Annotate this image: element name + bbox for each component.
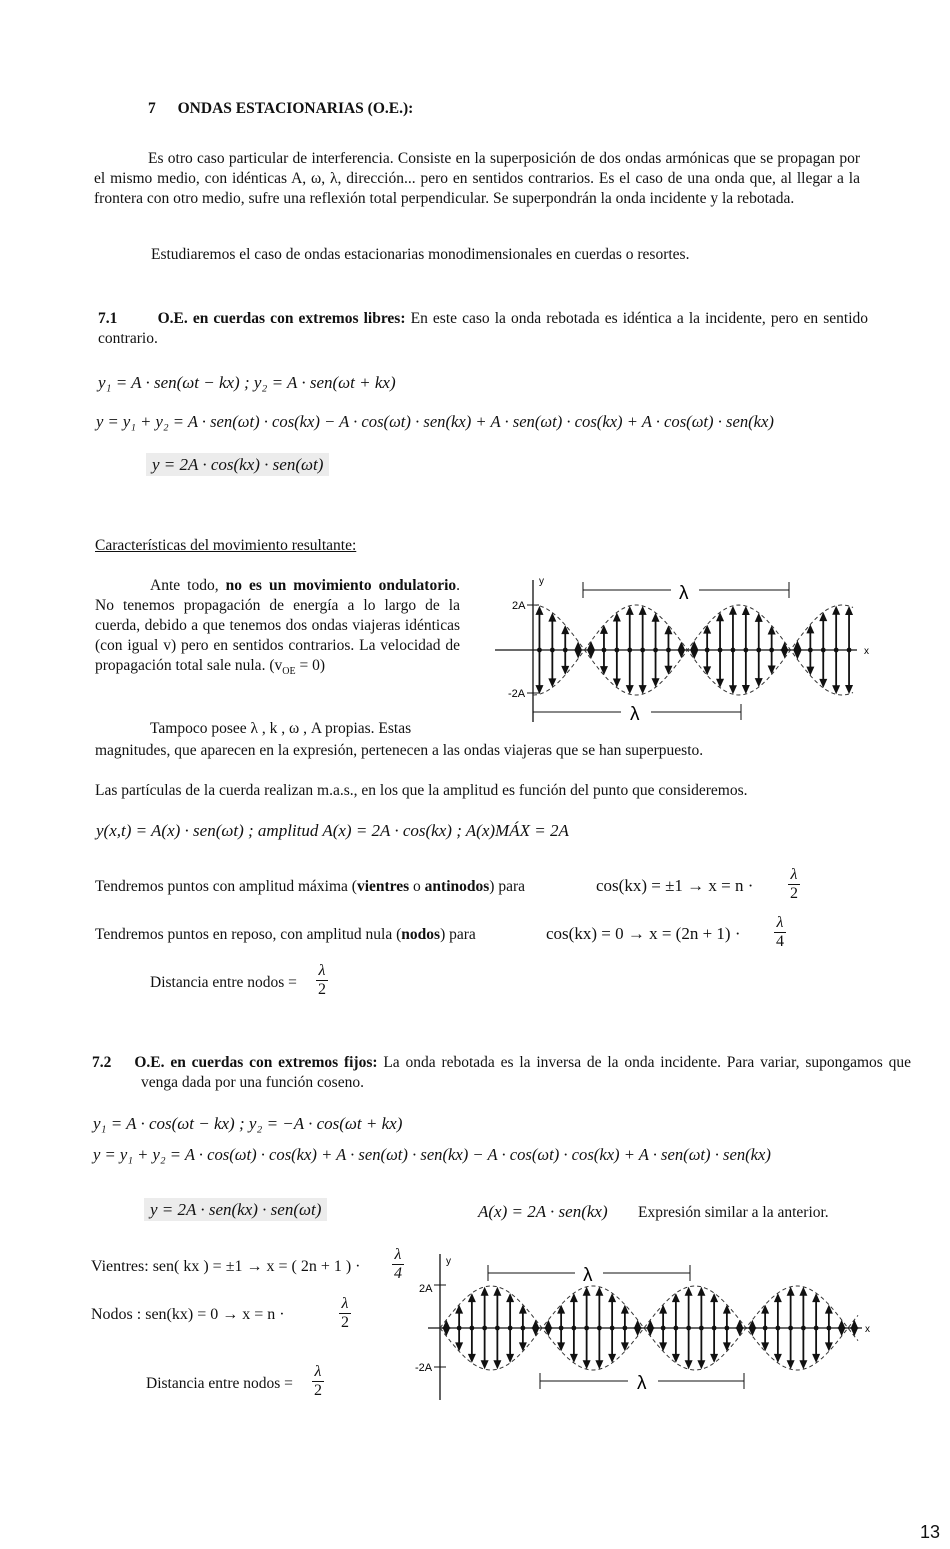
arrow-head: [557, 1342, 565, 1351]
no-own-magnitudes-a: Tampoco posee λ , k , ω , A propias. Estas: [150, 720, 412, 737]
particle-point: [444, 1326, 449, 1331]
particle-point: [705, 648, 710, 653]
arrow-head: [716, 612, 724, 621]
study-paragraph: Estudiaremos el caso de ondas estacionarias monodimensionales en cuerdas o resortes.: [151, 246, 690, 263]
section-7-heading: [148, 100, 413, 118]
wavelength-label-bottom: λ: [637, 1373, 647, 1394]
arrow-head: [621, 1305, 629, 1314]
arrow-head: [652, 613, 660, 622]
result-equation-fixed: y = 2A · sen(kx) · sen(ωt): [144, 1200, 327, 1220]
particle-point: [750, 1326, 755, 1331]
mas-paragraph: Las partículas de la cuerda realizan m.a.s., en los que la amplitud es función del punto que consideremos.: [95, 782, 748, 799]
particle-point: [520, 1326, 525, 1331]
arrow-head: [561, 666, 569, 675]
particle-point: [834, 648, 839, 653]
y-axis-label: y: [446, 1256, 451, 1267]
characteristics-paragraph: Ante todo, no es un movimiento ondulatorio. No tenemos propagación de energía a lo largo de la cuerda, debido a que tenemos dos ondas viajeras idénticas (con igual v) pero en sentidos contrarios. La velocidad de propagación total sale nula. $(v_{OE} = 0)$: [95, 577, 461, 678]
particle-point: [602, 648, 607, 653]
arrow-head: [600, 666, 608, 675]
x-axis-label: x: [864, 646, 869, 657]
result-equation: y = 2A · cos(kx) · sen(ωt): [146, 455, 329, 475]
arrow-head: [639, 606, 647, 615]
particle-point: [571, 1326, 576, 1331]
arrow-head: [768, 665, 776, 674]
arrow-head: [723, 1305, 731, 1314]
arrow-head: [626, 685, 634, 694]
particle-point: [482, 1326, 487, 1331]
arrow-head: [703, 625, 711, 634]
arrow-head: [468, 1293, 476, 1302]
particle-point: [718, 648, 723, 653]
x-axis-label: x: [865, 1324, 870, 1335]
arrow-head: [742, 685, 750, 694]
particle-point: [661, 1326, 666, 1331]
particle-point: [814, 1326, 819, 1331]
arrow-head: [723, 1342, 731, 1351]
arrow-head: [761, 1342, 769, 1351]
particle-point: [679, 648, 684, 653]
arrow-head: [519, 1305, 527, 1314]
arrow-head: [825, 1305, 833, 1314]
particle-point: [826, 1326, 831, 1331]
standing-wave-free-ends-figure: [495, 570, 880, 730]
particle-point: [666, 648, 671, 653]
particle-point: [614, 648, 619, 653]
arrow-head: [812, 1354, 820, 1363]
arrow-head: [548, 613, 556, 622]
arrow-head: [664, 666, 672, 675]
arrow-head: [595, 1287, 603, 1296]
arrow-head: [600, 625, 608, 634]
particle-point: [743, 648, 748, 653]
intro-paragraph: Es otro caso particular de interferencia. Consiste en la superposición de dos ondas armónicas que se propagan por el mismo medio, con idénticas A, ω, λ, dirección... pero en sentidos contrarios. Es el caso de una onda que, al llegar a la frontera con otro medio, sufre una reflexión total perpendicular. Se superpondrán la onda incidente y la rebotada.: [94, 150, 860, 207]
particle-point: [457, 1326, 462, 1331]
arrow-head: [626, 606, 634, 615]
particle-point: [852, 1326, 857, 1331]
particle-point: [737, 1326, 742, 1331]
equation-sum-fixed: y = y₁ + y₂ = A · cos(ωt) · cos(kx) + A · sen(ωt) · sen(kx) − A · cos(ωt) · cos(kx) + A · sen(ωt) · sen(kx): [93, 1145, 771, 1164]
amplitude-negative-label: -2A: [508, 688, 526, 700]
arrow-head: [613, 679, 621, 688]
arrow-head: [672, 1293, 680, 1302]
section-7-1: [98, 309, 868, 349]
arrow-head: [595, 1360, 603, 1369]
arrow-head: [774, 1293, 782, 1302]
arrow-head: [755, 613, 763, 622]
particle-point: [808, 648, 813, 653]
arrow-head: [455, 1342, 463, 1351]
particle-point: [839, 1326, 844, 1331]
subsection-title: O.E. en cuerdas con extremos fijos:: [134, 1054, 378, 1071]
arrow-head: [787, 1360, 795, 1369]
particle-point: [731, 648, 736, 653]
section-number: 7: [148, 100, 156, 117]
particle-point: [622, 1326, 627, 1331]
particle-point: [821, 648, 826, 653]
particle-point: [589, 648, 594, 653]
particle-point: [769, 648, 774, 653]
arrow-head: [548, 678, 556, 687]
arrow-head: [659, 1305, 667, 1314]
particle-point: [559, 1326, 564, 1331]
particle-point: [495, 1326, 500, 1331]
particle-point: [699, 1326, 704, 1331]
no-own-magnitudes-b: magnitudes, que aparecen en la expresión, pertenecen a las ondas viajeras que se han superpuesto.: [95, 742, 704, 759]
arrow-head: [742, 606, 750, 615]
particle-point: [847, 648, 852, 653]
arrow-head: [819, 612, 827, 621]
equation-y1-y2-fixed: y₁ = A · cos(ωt − kx) ; y₂ = −A · cos(ωt + kx): [93, 1114, 403, 1133]
arrow-head: [787, 1287, 795, 1296]
section-7-2: [92, 1053, 911, 1093]
arrow-head: [672, 1354, 680, 1363]
particle-point: [763, 1326, 768, 1331]
subsection-text: La onda rebotada es la inversa de la onda incidente. Para variar, supongamos que venga dada por una función coseno.: [141, 1054, 912, 1091]
y-axis-label: y: [539, 576, 544, 587]
wavelength-label-top: λ: [583, 1265, 593, 1286]
page-number: 13: [920, 1522, 941, 1542]
arrow-head: [455, 1305, 463, 1314]
similar-expression-note: Expresión similar a la anterior.: [638, 1204, 829, 1221]
arrow-head: [710, 1354, 718, 1363]
particle-point: [550, 648, 555, 653]
arrow-head: [557, 1305, 565, 1314]
particle-point: [686, 1326, 691, 1331]
particle-point: [584, 1326, 589, 1331]
particle-point: [469, 1326, 474, 1331]
particle-point: [563, 648, 568, 653]
particle-point: [724, 1326, 729, 1331]
subsection-number: 7.1: [98, 310, 118, 327]
particle-point: [640, 648, 645, 653]
arrow-head: [583, 1360, 591, 1369]
particle-point: [635, 1326, 640, 1331]
particle-point: [756, 648, 761, 653]
subsection-title: O.E. en cuerdas con extremos libres:: [157, 310, 406, 327]
particle-point: [508, 1326, 513, 1331]
particle-point: [597, 1326, 602, 1331]
particle-point: [775, 1326, 780, 1331]
wavelength-label-top: λ: [679, 583, 689, 604]
arrow-head: [768, 626, 776, 635]
particle-point: [692, 648, 697, 653]
arrow-head: [755, 678, 763, 687]
particle-point: [782, 648, 787, 653]
arrow-head: [716, 679, 724, 688]
standing-wave-fixed-ends-figure: [410, 1250, 880, 1405]
particle-point: [537, 648, 542, 653]
arrow-head: [621, 1342, 629, 1351]
arrow-head: [703, 666, 711, 675]
equation-sum: y = y₁ + y₂ = A · sen(ωt) · cos(kx) − A · cos(ωt) · sen(kx) + A · sen(ωt) · cos(kx) + A · cos(ωt) · sen(kx): [96, 412, 774, 431]
particle-point: [653, 648, 658, 653]
arrow-head: [583, 1287, 591, 1296]
arrow-head: [664, 625, 672, 634]
amplitude-positive-label: 2A: [419, 1283, 433, 1295]
arrow-head: [608, 1293, 616, 1302]
subsection-number: 7.2: [92, 1054, 112, 1071]
arrow-head: [570, 1354, 578, 1363]
particle-point: [533, 1326, 538, 1331]
arrow-head: [819, 679, 827, 688]
particle-point: [673, 1326, 678, 1331]
particle-point: [576, 648, 581, 653]
particle-point: [795, 648, 800, 653]
particle-point: [712, 1326, 717, 1331]
equation-y1-y2: y₁ = A · sen(ωt − kx) ; y₂ = A · sen(ωt + kx): [98, 373, 396, 392]
arrow-head: [774, 1354, 782, 1363]
arrow-head: [639, 685, 647, 694]
arrow-head: [652, 678, 660, 687]
characteristics-heading: Características del movimiento resultante:: [95, 537, 357, 554]
arrow-head: [806, 667, 814, 676]
amplitude-positive-label: 2A: [512, 600, 526, 612]
arrow-head: [468, 1354, 476, 1363]
wavelength-label-bottom: λ: [630, 704, 640, 725]
particle-point: [801, 1326, 806, 1331]
arrow-head: [506, 1293, 514, 1302]
arrow-head: [812, 1293, 820, 1302]
arrow-head: [608, 1354, 616, 1363]
arrow-head: [570, 1293, 578, 1302]
particle-point: [627, 648, 632, 653]
section-title: ONDAS ESTACIONARIAS (O.E.):: [177, 100, 414, 117]
arrow-head: [761, 1305, 769, 1314]
amplitude-equation: y(x,t) = A(x) · sen(ωt) ; amplitud A(x) = 2A · cos(kx) ; A(x)MÁX = 2A: [96, 821, 569, 840]
arrow-head: [561, 625, 569, 634]
arrow-head: [710, 1293, 718, 1302]
particle-point: [648, 1326, 653, 1331]
arrow-head: [519, 1342, 527, 1351]
arrow-head: [806, 624, 814, 633]
arrow-head: [506, 1354, 514, 1363]
particle-point: [610, 1326, 615, 1331]
arrow-head: [659, 1342, 667, 1351]
particle-point: [546, 1326, 551, 1331]
subsection-text: En este caso la onda rebotada es idéntica a la incidente, pero en sentido contrario.: [98, 310, 869, 347]
arrow-head: [825, 1342, 833, 1351]
amplitude-negative-label: -2A: [415, 1362, 433, 1374]
particle-point: [788, 1326, 793, 1331]
amplitude-fixed: A(x) = 2A · sen(kx): [478, 1202, 608, 1221]
arrow-head: [613, 612, 621, 621]
